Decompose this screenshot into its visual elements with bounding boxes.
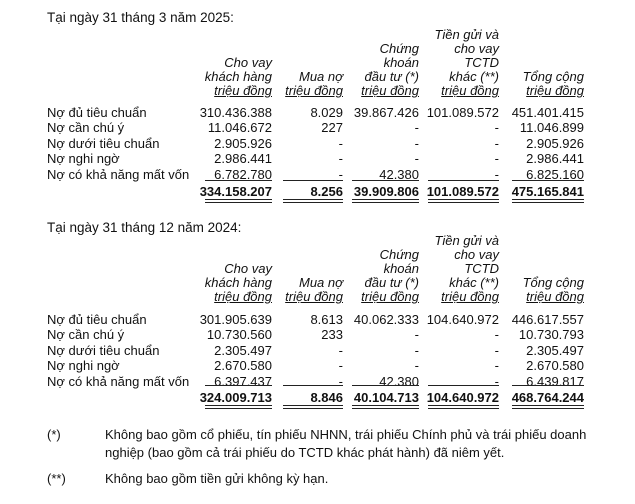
- column-header-line: khách hàng: [204, 69, 272, 84]
- total-investment-securities: 39.909.806: [353, 184, 419, 199]
- column-header-interbank-deposits-loans: [435, 234, 500, 304]
- column-header-interbank-deposits-loans: [435, 28, 500, 98]
- row-label: Nợ dưới tiêu chuẩn: [47, 135, 160, 151]
- cell-investment-securities: -: [414, 151, 419, 167]
- column-header-line: khoán: [383, 55, 419, 70]
- total-double-rule: [512, 199, 584, 203]
- cell-investment-securities: 39.867.426: [353, 105, 419, 120]
- cell-loans-to-customers: 301.905.639: [199, 312, 272, 327]
- cell-debt-purchase: -: [338, 373, 343, 389]
- total-double-rule: [283, 405, 343, 409]
- column-header-line: triệu đồng: [441, 83, 499, 98]
- subtotal-rule: [512, 385, 584, 386]
- cell-total: 6.825.160: [526, 166, 584, 182]
- column-header-line: khác (**): [449, 275, 499, 290]
- cell-investment-securities: -: [414, 327, 419, 343]
- cell-total: 2.986.441: [526, 151, 584, 167]
- total-loans-to-customers: 324.009.713: [199, 390, 272, 405]
- cell-loans-to-customers: 2.305.497: [214, 342, 272, 358]
- cell-investment-securities: 40.062.333: [353, 312, 419, 327]
- total-double-rule: [512, 405, 584, 409]
- column-header-line: triệu đồng: [214, 289, 272, 304]
- cell-total: 11.046.899: [519, 120, 584, 136]
- cell-investment-securities: 42.380: [379, 373, 419, 389]
- column-header-loans-to-customers: [205, 56, 272, 98]
- total-debt-purchase: 8.256: [310, 184, 343, 199]
- column-header-line: Chứng: [379, 247, 419, 262]
- row-label: Nợ đủ tiêu chuẩn: [47, 312, 147, 327]
- note-marker: (*): [47, 427, 61, 442]
- cell-loans-to-customers: 11.046.672: [207, 120, 272, 136]
- column-header-loans-to-customers: [205, 262, 272, 304]
- column-header-total: [523, 70, 584, 98]
- note-text: nghiệp (bao gồm cả trái phiếu do TCTD khác phát hành) đã niêm yết.: [105, 445, 505, 460]
- column-header-line: triệu đồng: [526, 83, 584, 98]
- cell-investment-securities: -: [414, 135, 419, 151]
- cell-total: 2.305.497: [526, 342, 584, 358]
- cell-debt-purchase: -: [338, 342, 343, 358]
- row-label: Nợ dưới tiêu chuẩn: [47, 342, 160, 358]
- column-header-line: triệu đồng: [526, 289, 584, 304]
- cell-interbank-deposits-loans: -: [494, 358, 499, 374]
- total-investment-securities: 40.104.713: [353, 390, 419, 405]
- cell-interbank-deposits-loans: -: [494, 151, 499, 167]
- column-header-line: TCTD: [464, 55, 499, 70]
- column-header-line: triệu đồng: [441, 289, 499, 304]
- note-marker: (**): [47, 471, 66, 486]
- cell-loans-to-customers: 2.905.926: [214, 135, 272, 151]
- column-header-line: khách hàng: [204, 275, 272, 290]
- column-header-line: đầu tư (*): [364, 69, 419, 84]
- cell-interbank-deposits-loans: -: [494, 135, 499, 151]
- row-label: Nợ nghi ngờ: [47, 358, 120, 374]
- row-label: Nợ có khả năng mất vốn: [47, 166, 190, 182]
- subtotal-rule: [283, 180, 343, 181]
- cell-total: 2.905.926: [526, 135, 584, 151]
- column-header-investment-securities: [361, 42, 419, 98]
- cell-loans-to-customers: 2.670.580: [214, 358, 272, 374]
- column-header-line: TCTD: [464, 261, 499, 276]
- cell-total: 6.439.817: [526, 373, 584, 389]
- subtotal-rule: [352, 180, 419, 181]
- cell-total: 446.617.557: [511, 312, 584, 327]
- cell-investment-securities: -: [414, 342, 419, 358]
- cell-total: 2.670.580: [526, 358, 584, 374]
- cell-interbank-deposits-loans: -: [494, 327, 499, 343]
- cell-loans-to-customers: 2.986.441: [214, 151, 272, 167]
- subtotal-rule: [205, 385, 272, 386]
- note-text: Không bao gồm tiền gửi không kỳ hạn.: [105, 471, 329, 486]
- column-header-line: Tổng cộng: [522, 69, 584, 84]
- total-total: 468.764.244: [511, 390, 584, 405]
- cell-interbank-deposits-loans: -: [494, 342, 499, 358]
- subtotal-rule: [428, 385, 499, 386]
- total-total: 475.165.841: [511, 184, 584, 199]
- cell-debt-purchase: 233: [321, 327, 343, 343]
- column-header-line: Cho vay: [224, 261, 272, 276]
- column-header-line: cho vay: [454, 247, 499, 262]
- column-header-line: cho vay: [454, 41, 499, 56]
- column-header-line: triệu đồng: [361, 289, 419, 304]
- column-header-investment-securities: [361, 248, 419, 304]
- column-header-debt-purchase: [285, 70, 343, 98]
- cell-debt-purchase: -: [338, 151, 343, 167]
- subtotal-rule: [205, 180, 272, 181]
- column-header-line: khoán: [383, 261, 419, 276]
- cell-debt-purchase: -: [338, 135, 343, 151]
- cell-debt-purchase: -: [338, 166, 343, 182]
- total-double-rule: [205, 405, 272, 409]
- column-header-line: đầu tư (*): [364, 275, 419, 290]
- cell-interbank-deposits-loans: 101.089.572: [426, 105, 499, 120]
- column-header-line: Cho vay: [224, 55, 272, 70]
- cell-debt-purchase: 8.029: [310, 105, 343, 120]
- subtotal-rule: [283, 385, 343, 386]
- cell-investment-securities: -: [414, 358, 419, 374]
- column-header-line: Chứng: [379, 41, 419, 56]
- total-double-rule: [205, 199, 272, 203]
- subtotal-rule: [352, 385, 419, 386]
- column-header-total: [523, 276, 584, 304]
- column-header-line: Tổng cộng: [522, 275, 584, 290]
- column-header-line: Mua nợ: [299, 69, 343, 84]
- cell-investment-securities: -: [414, 120, 419, 136]
- cell-loans-to-customers: 10.730.560: [206, 327, 272, 343]
- cell-debt-purchase: 8.613: [310, 312, 343, 327]
- total-double-rule: [352, 199, 419, 203]
- cell-interbank-deposits-loans: -: [494, 120, 499, 136]
- cell-total: 10.730.793: [518, 327, 584, 343]
- row-label: Nợ cần chú ý: [47, 120, 125, 136]
- row-label: Nợ cần chú ý: [47, 327, 125, 343]
- cell-debt-purchase: 227: [321, 120, 343, 136]
- cell-loans-to-customers: 6.782.780: [214, 166, 272, 182]
- column-header-line: Tiền gửi và: [434, 233, 499, 248]
- cell-interbank-deposits-loans: -: [494, 373, 499, 389]
- total-double-rule: [283, 199, 343, 203]
- row-label: Nợ nghi ngờ: [47, 151, 120, 167]
- cell-loans-to-customers: 6.397.437: [214, 373, 272, 389]
- column-header-line: khác (**): [449, 69, 499, 84]
- total-interbank-deposits-loans: 104.640.972: [426, 390, 499, 405]
- column-header-line: triệu đồng: [214, 83, 272, 98]
- total-double-rule: [428, 199, 499, 203]
- subtotal-rule: [512, 180, 584, 181]
- section-title: Tại ngày 31 tháng 12 năm 2024:: [47, 220, 242, 235]
- column-header-line: triệu đồng: [285, 83, 343, 98]
- section-title: Tại ngày 31 tháng 3 năm 2025:: [47, 10, 234, 25]
- total-interbank-deposits-loans: 101.089.572: [426, 184, 499, 199]
- column-header-line: triệu đồng: [285, 289, 343, 304]
- cell-debt-purchase: -: [338, 358, 343, 374]
- cell-total: 451.401.415: [511, 105, 584, 120]
- column-header-debt-purchase: [285, 276, 343, 304]
- column-header-line: triệu đồng: [361, 83, 419, 98]
- row-label: Nợ có khả năng mất vốn: [47, 373, 190, 389]
- note-text: Không bao gồm cổ phiếu, tín phiếu NHNN, trái phiếu Chính phủ và trái phiếu doanh: [105, 427, 587, 442]
- cell-loans-to-customers: 310.436.388: [199, 105, 272, 120]
- total-debt-purchase: 8.846: [310, 390, 343, 405]
- total-loans-to-customers: 334.158.207: [199, 184, 272, 199]
- subtotal-rule: [428, 180, 499, 181]
- cell-interbank-deposits-loans: 104.640.972: [426, 312, 499, 327]
- total-double-rule: [428, 405, 499, 409]
- row-label: Nợ đủ tiêu chuẩn: [47, 105, 147, 120]
- cell-interbank-deposits-loans: -: [494, 166, 499, 182]
- cell-investment-securities: 42.380: [379, 166, 419, 182]
- total-double-rule: [352, 405, 419, 409]
- column-header-line: Tiền gửi và: [434, 27, 499, 42]
- column-header-line: Mua nợ: [299, 275, 343, 290]
